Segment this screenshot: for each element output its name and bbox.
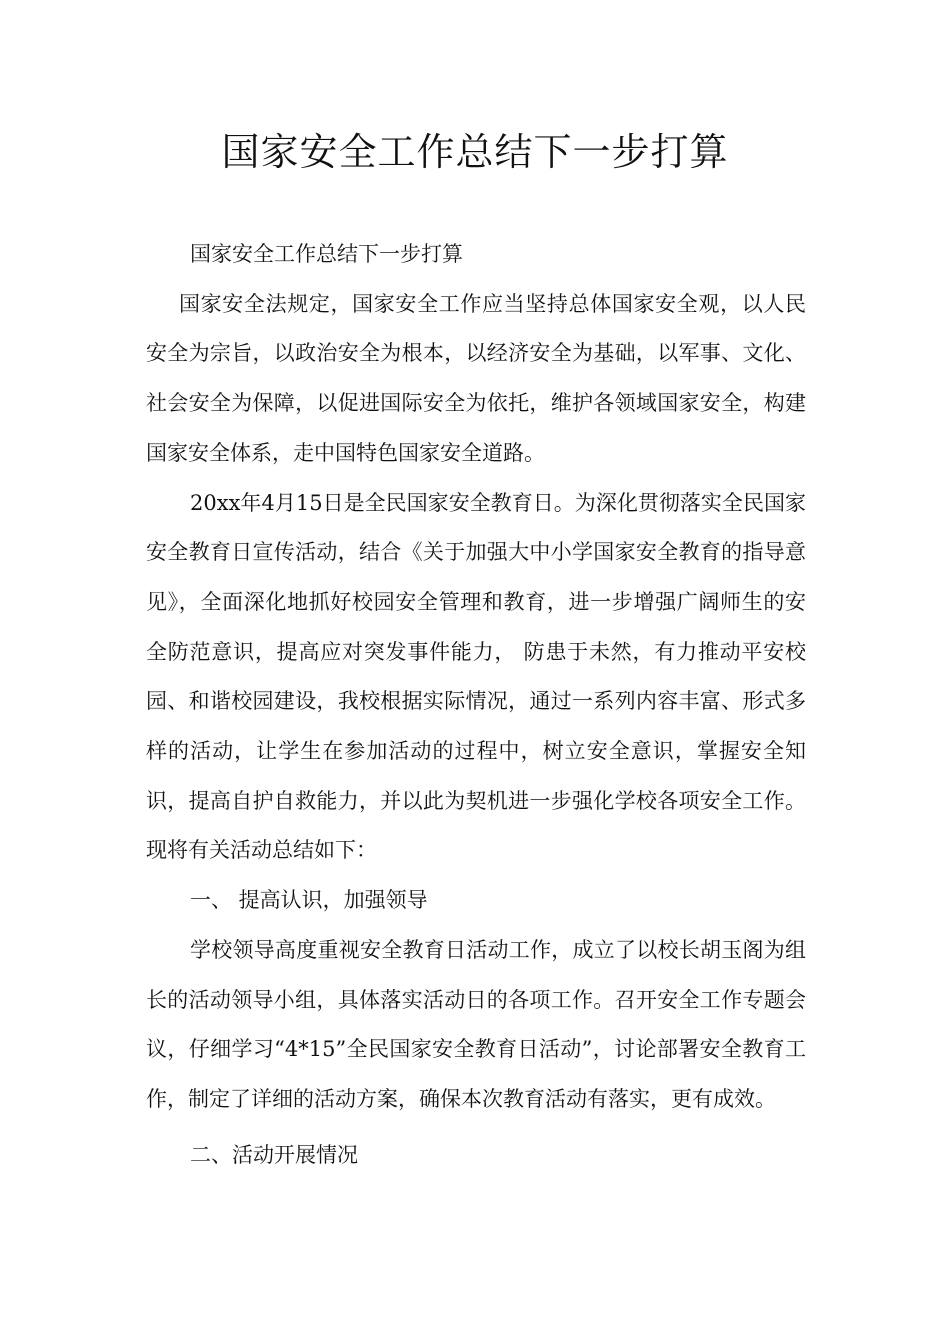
document-title: 国家安全工作总结下一步打算 xyxy=(221,130,729,174)
background-paragraph: 20xx年4月15日是全民国家安全教育日。为深化贯彻落实全民国家安全教育日宣传活动，结合《关于加强大中小学国家安全教育的指导意见》，全面深化地抓好校园安全管理和教育，进一步增强广阔师生的安全防范意识，提高应对突发事件能力， 防患于未然，有力推动平安校园、和谐校园建设，我校根据实际情况，通过一系列内容丰富、形式多样的活动，让学生在参加活动的过程中，树立安全意识，掌握安全知识，提高自护自救能力，并以此为契机进一步强化学校各项安全工作。现将有关活动总结如下： xyxy=(146,490,806,863)
section-heading-2: 二、活动开展情况 xyxy=(190,1142,358,1167)
intro-paragraph: 国家安全法规定，国家安全工作应当坚持总体国家安全观，以人民安全为宗旨，以政治安全为根本，以经济安全为基础，以军事、文化、社会安全为保障，以促进国际安全为依托，维护各领域国家安全，构建国家安全体系，走中国特色国家安全道路。 xyxy=(146,291,806,465)
section-1-paragraph: 学校领导高度重视安全教育日活动工作，成立了以校长胡玉阁为组长的活动领导小组，具体落实活动日的各项工作。召开安全工作专题会议，仔细学习“4*15”全民国家安全教育日活动”，讨论部署安全教育工作，制定了详细的活动方案，确保本次教育活动有落实，更有成效。 xyxy=(146,937,806,1111)
section-heading-1: 一、 提高认识，加强领导 xyxy=(190,888,428,913)
subtitle-paragraph: 国家安全工作总结下一步打算 xyxy=(190,242,463,266)
document-body xyxy=(146,230,806,1180)
